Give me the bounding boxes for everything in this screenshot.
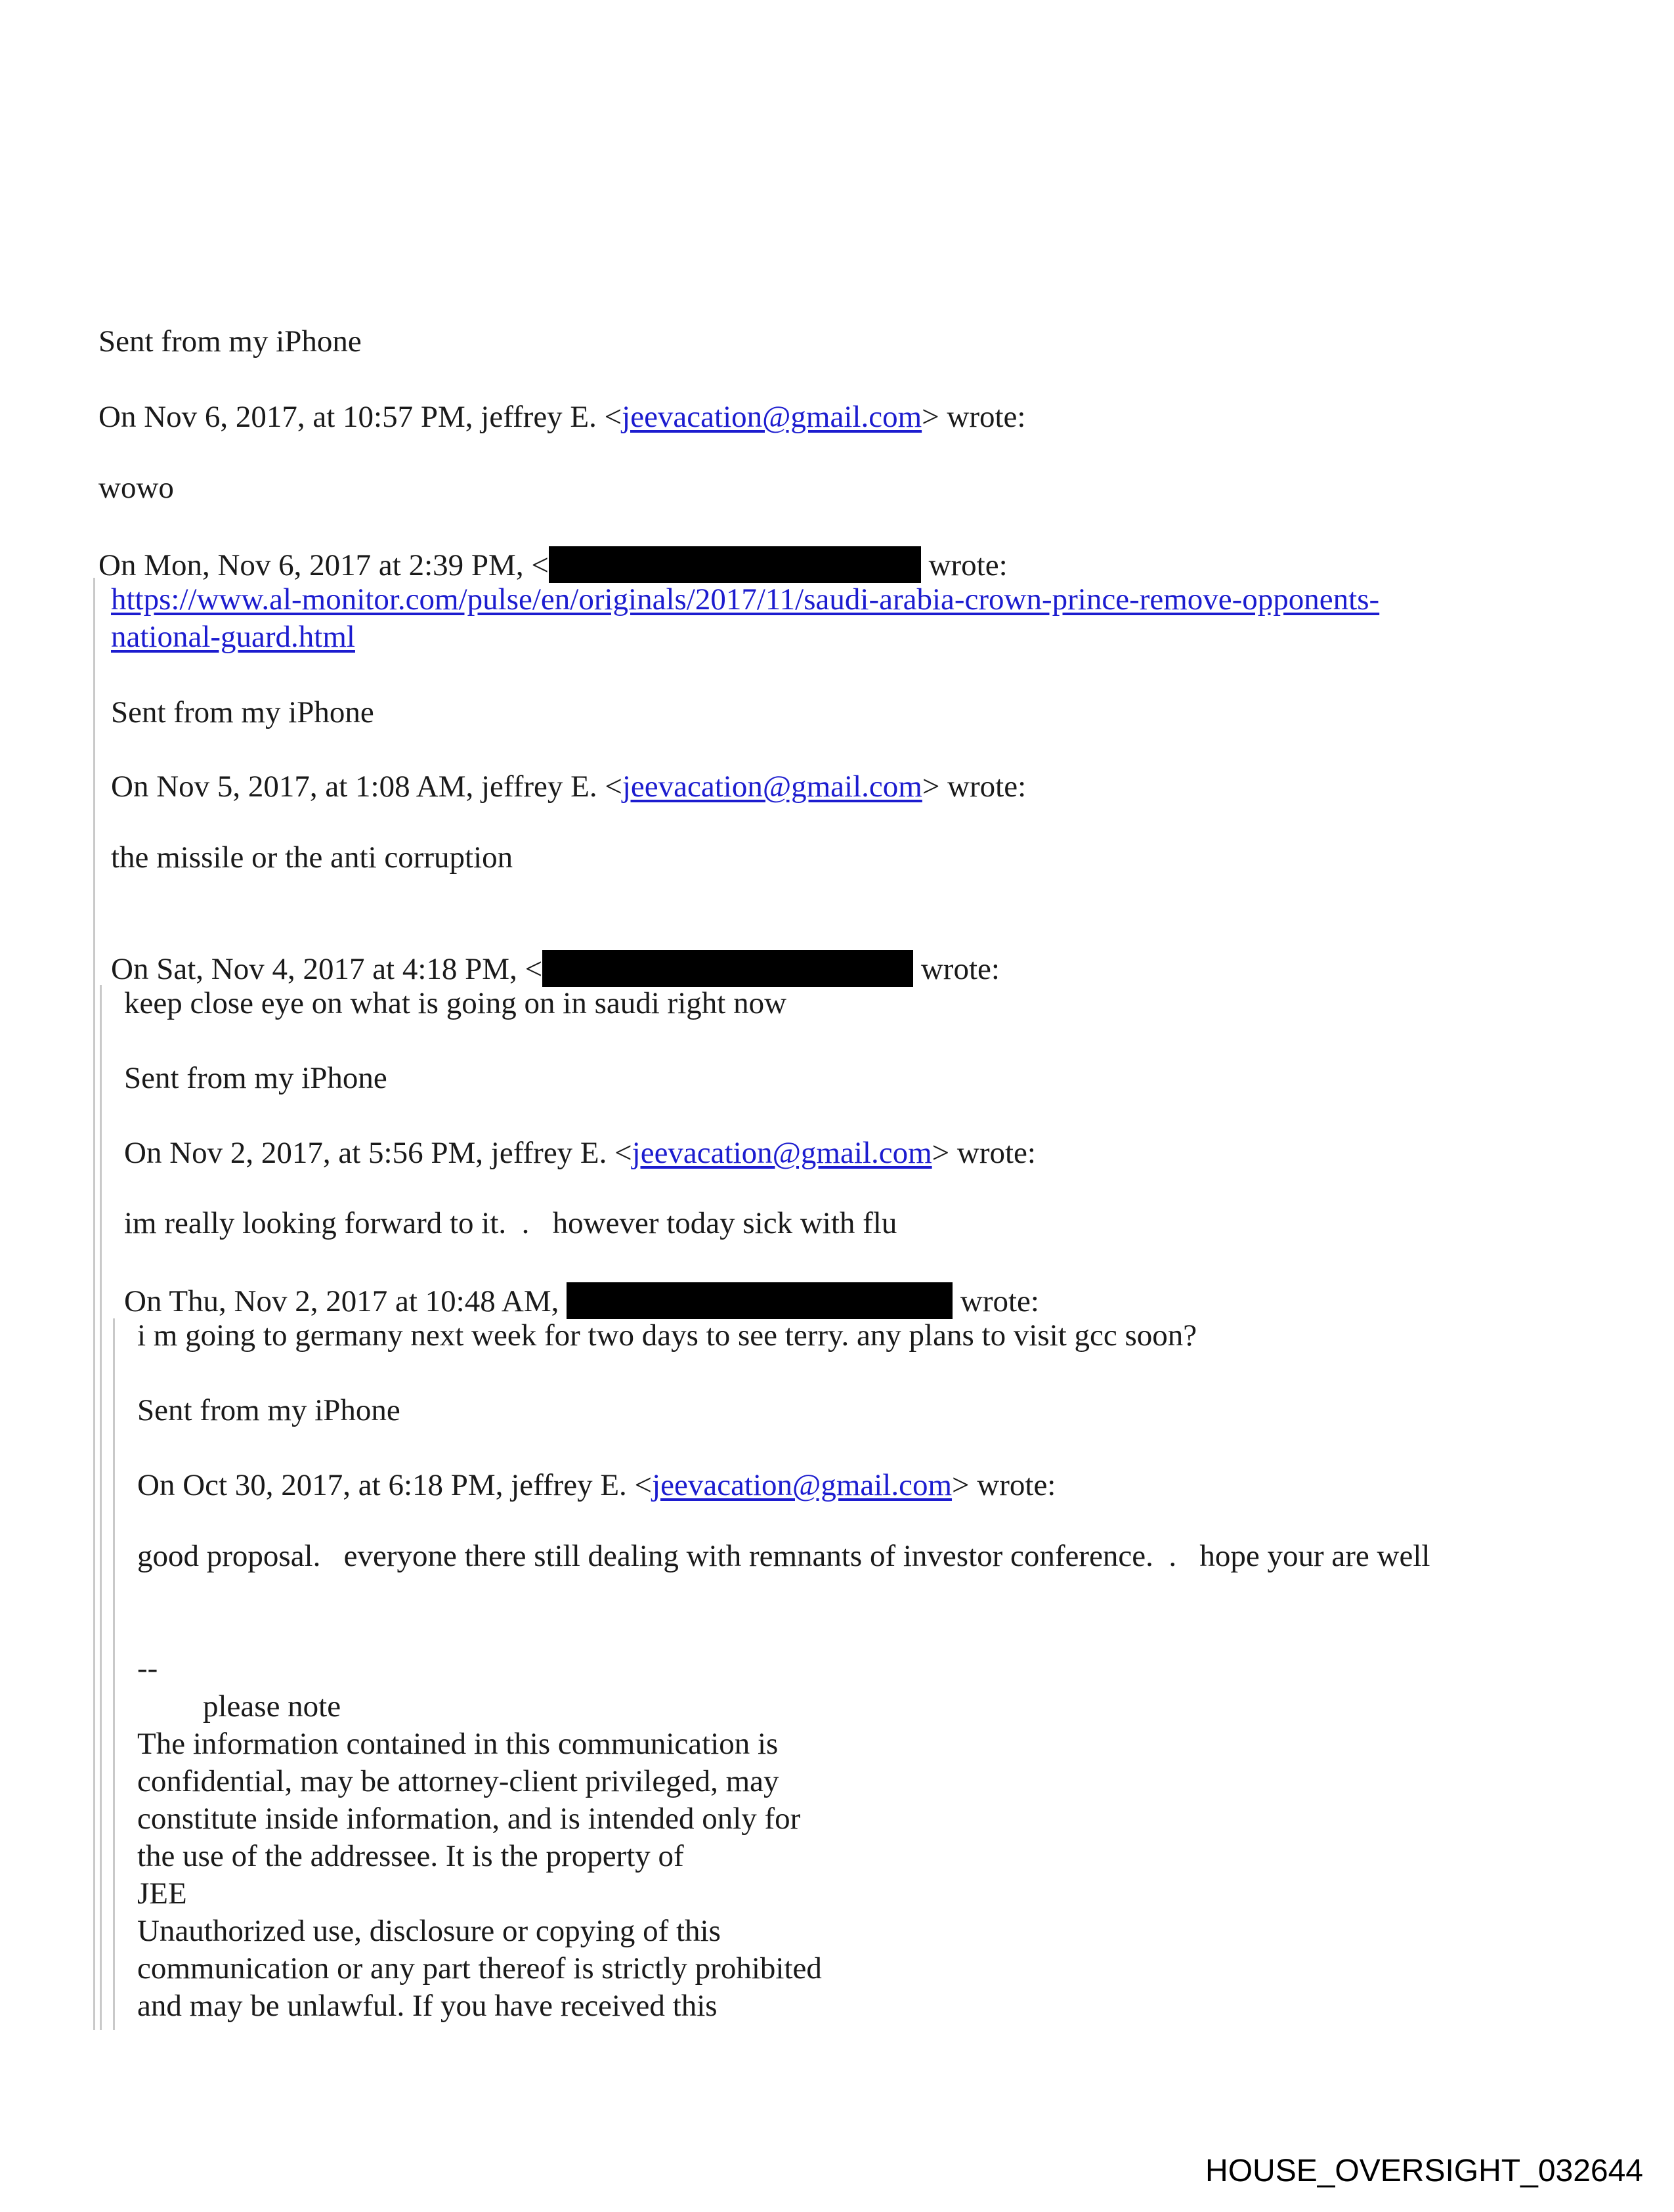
message-body-1: wowo [98,471,174,505]
redaction-box [542,950,913,987]
disclaimer-line: constitute inside information, and is intended only for [137,1802,801,1836]
disclaimer-line: Unauthorized use, disclosure or copying of this [137,1914,721,1948]
message-body-7: good proposal. everyone there still dealing with remnants of investor conference. . hope your are well [137,1539,1430,1573]
message-body-6: i m going to germany next week for two days to see terry. any plans to visit gcc soon? [137,1318,1197,1353]
disclaimer-line: JEE [137,1876,187,1911]
disclaimer-line: and may be unlawful. If you have received this [137,1989,718,2023]
bates-number: HOUSE_OVERSIGHT_032644 [1205,2154,1643,2188]
disclaimer-line: confidential, may be attorney-client privileged, may [137,1764,779,1798]
article-link[interactable]: https://www.al-monitor.com/pulse/en/originals/2017/11/saudi-arabia-crown-prince-remove-opponents- [111,582,1380,617]
disclaimer-line: the use of the addressee. It is the property of [137,1839,684,1873]
email-link-1[interactable]: jeevacation@gmail.com [622,400,922,434]
sent-from-iphone-6: Sent from my iPhone [137,1393,400,1427]
sent-from-iphone-1: Sent from my iPhone [98,324,362,358]
reply-header-7: On Oct 30, 2017, at 6:18 PM, jeffrey E. <jeevacation@gmail.com> wrote: [137,1468,1056,1502]
disclaimer-line: The information contained in this communication is [137,1727,779,1761]
quote-bar-level-2 [93,578,95,2030]
message-body-3: the missile or the anti corruption [111,840,513,875]
sent-from-iphone-4: Sent from my iPhone [124,1061,387,1095]
reply-header-4: On Sat, Nov 4, 2017 at 4:18 PM, < wrote: [111,950,1000,987]
signature-note: please note [203,1689,341,1724]
signature-dashes: -- [137,1651,158,1685]
message-body-5: im really looking forward to it. . however today sick with flu [124,1206,897,1240]
email-link-3[interactable]: jeevacation@gmail.com [622,770,922,804]
redaction-box [549,546,921,583]
redaction-box [567,1282,953,1319]
email-link-5[interactable]: jeevacation@gmail.com [632,1136,932,1170]
email-link-7[interactable]: jeevacation@gmail.com [652,1468,953,1502]
reply-header-2: On Mon, Nov 6, 2017 at 2:39 PM, < wrote: [98,546,1008,583]
article-url-line-2 [111,622,355,653]
article-url-line-1 [111,584,1379,615]
quote-bar-level-6 [113,1318,115,2030]
quote-bar-level-4 [100,985,102,2030]
reply-header-1: On Nov 6, 2017, at 10:57 PM, jeffrey E. <jeevacation@gmail.com> wrote: [98,400,1026,434]
message-body-4: keep close eye on what is going on in saudi right now [124,986,787,1020]
sent-from-iphone-2: Sent from my iPhone [111,695,374,729]
reply-header-3: On Nov 5, 2017, at 1:08 AM, jeffrey E. <jeevacation@gmail.com> wrote: [111,770,1027,804]
reply-header-5: On Nov 2, 2017, at 5:56 PM, jeffrey E. <jeevacation@gmail.com> wrote: [124,1136,1036,1170]
reply-header-6: On Thu, Nov 2, 2017 at 10:48 AM, wrote: [124,1282,1039,1319]
article-link-continued[interactable]: national-guard.html [111,620,355,654]
disclaimer-line: communication or any part thereof is strictly prohibited [137,1951,822,1985]
